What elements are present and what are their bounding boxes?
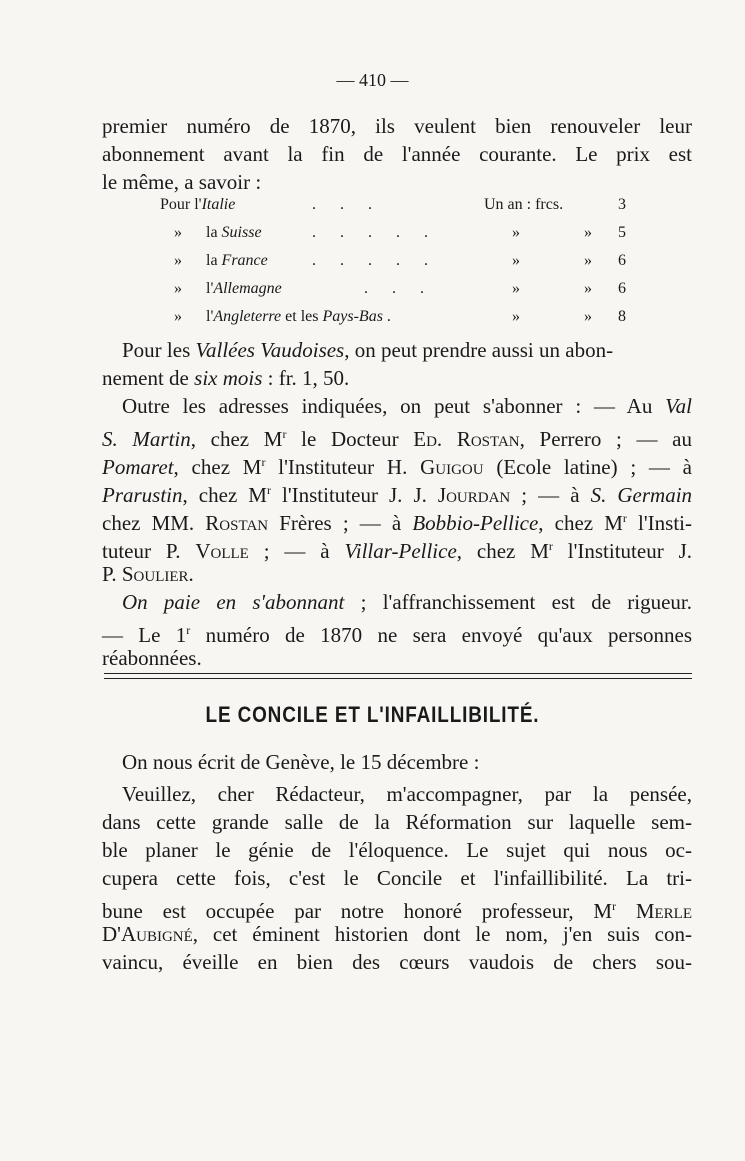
- price-value: 6: [618, 280, 626, 297]
- currency-label: Un an : frcs.: [484, 196, 564, 213]
- document-page: — 410 — premier numéro de 1870, ils veulent bien renouveler leur abonnement avant la fin de l'année courante. Le prix est le même, a savoir : Pour l'Italie ... Un an : frcs. 3 » la Suisse ..... » » 5 » la France ..... » » 6 » l'Allemagne ... » » 6 » l'Angleterre et les Pays-Bas . » » 8 Pour les Vallées Vaudoises, on peut prendre aussi un abon- nement de six mois : fr. 1, 50. Outre les adresses indiquées, on peut s'abonner : — Au Val S. Martin, chez $M^r$ le Docteur Ed. Rostan, Perrero ; — au Pomaret, chez $M^r$ l'Instituteur H. Guigou (Ecole latine) ; — à Prarustin, chez $M^r$ l'Instituteur J. J. Jourdan ; — à S. Germain chez MM. Rostan Frères ; — à Bobbio-Pellice, chez $M^r$ l'Insti- tuteur P. Volle ; — à Villar-Pellice, chez $M^r$ l'Instituteur J. P. Soulier. On paie en s'abonnant ; l'affranchissement est de rigueur. — Le 1$^r$ numéro de 1870 ne sera envoyé qu'aux personnes réabonnées. LE CONCILE ET L'INFAILLIBILITÉ. On nous écrit de Genève, le 15 décembre : Veuillez, cher Rédacteur, m'accompagner, par la pensée, dans cette grande salle de la Réformation sur laquelle sem- ble planer le génie de l'éloquence. Le sujet qui nous oc- cupera cette fois, c'est le Concile et l'infaillibilité. La tri- bune est occupée par notre honoré professeur, $M^r$ Merle D'Aubigné, cet éminent historien dont le nom, j'en suis con- vaincu, éveille en bien des cœurs vaudois de chers sou-: [0, 0, 745, 1161]
- intro-line-2: abonnement avant la fin de l'année courante. Le prix est: [102, 142, 692, 166]
- country-angleterre: Angleterre: [213, 308, 282, 325]
- section-title: LE CONCILE ET L'INFAILLIBILITÉ.: [205, 702, 540, 727]
- price-row-allemagne: » l'Allemagne ... » » 6: [174, 280, 626, 297]
- vallees-paragraph: Pour les Vallées Vaudoises, on peut prendre aussi un abon- nement de six mois : fr. 1, 50.: [102, 338, 614, 390]
- country-suisse: Suisse: [221, 224, 262, 241]
- price-row-suisse: » la Suisse ..... » » 5: [174, 224, 626, 241]
- price-row-france: » la France ..... » » 6: [174, 252, 626, 269]
- country-allemagne: Allemagne: [213, 280, 282, 297]
- price-value: 5: [618, 224, 626, 241]
- separator-rule-top: [104, 673, 692, 674]
- page-number: — 410 —: [336, 70, 409, 90]
- separator-rule-bottom: [104, 678, 692, 679]
- country-pays-bas: Pays-Bas: [322, 308, 383, 325]
- country-italie: Italie: [201, 196, 236, 213]
- dateline: On nous écrit de Genève, le 15 décembre :: [122, 750, 480, 774]
- intro-line-1: premier numéro de 1870, ils veulent bien renouveler leur: [102, 114, 692, 138]
- intro-line-3: le même, a savoir :: [102, 170, 262, 194]
- price-value: 8: [618, 308, 626, 325]
- price-row-angleterre: » l'Angleterre et les Pays-Bas . » » 8: [174, 308, 626, 325]
- country-france: France: [221, 252, 268, 269]
- price-row-italie: Pour l'Italie ... Un an : frcs. 3: [160, 196, 626, 213]
- price-value: 6: [618, 252, 626, 269]
- price-value: 3: [618, 196, 626, 213]
